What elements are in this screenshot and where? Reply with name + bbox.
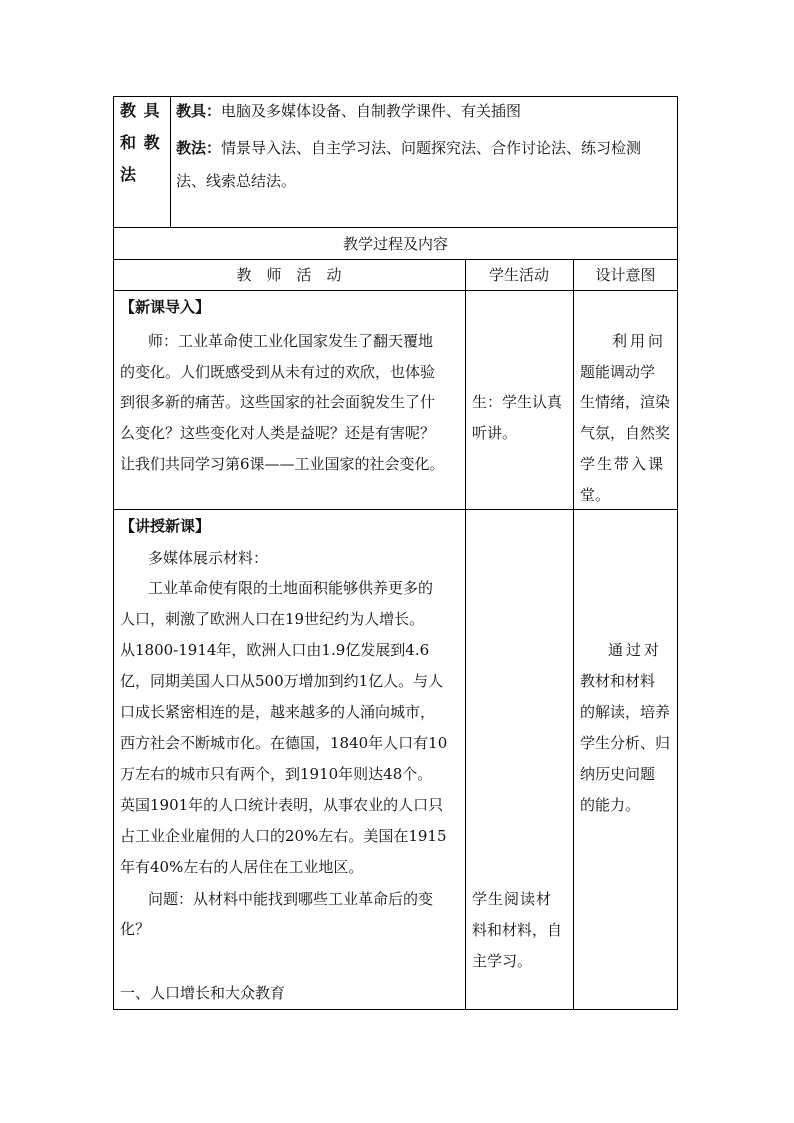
text-line: 从1800-1914年，欧洲人口由1.9亿发展到4.6 [120,641,430,659]
text-line: 西方社会不断城市化。在德国，1840年人口有10 [120,734,448,752]
text-line: 人口，刺激了欧洲人口在19世纪约为人增长。 [120,610,425,628]
section-heading: 【新课导入】 [120,298,211,316]
text-line: 通过对 [608,641,663,659]
text-line: 年有40%左右的人居住在工业地区。 [120,858,364,876]
header-design: 设计意图 [595,266,656,284]
methods-text-1: 情景导入法、自主学习法、问题探究法、合作讨论法、练习检测 [221,139,642,157]
text-line: 料和材料，自 [472,921,563,939]
text-line: 学生带入课 [580,455,666,473]
text-line: 堂。 [580,486,611,504]
text-line: 问题：从材料中能找到哪些工业革命后的变 [148,890,434,908]
text-line: 生：学生认真 [472,393,563,411]
text-line: 生情绪，渲染 [580,393,671,411]
text-line: 学生分析、归 [580,734,671,752]
label-line: 和 教 [120,133,161,152]
text-line: 多媒体展示材料： [148,549,269,567]
tools-line [176,101,521,121]
text-line: 一、人口增长和大众教育 [120,984,286,1002]
tools-text: 电脑及多媒体设备、自制教学课件、有关插图 [221,102,522,120]
text-line: 的变化。人们既感受到从未有过的欢欣，也体验 [120,363,436,381]
text-line: 化？ [120,920,151,938]
process-title: 教学过程及内容 [342,235,448,253]
text-line: 么变化？这些变化对人类是益呢？还是有害呢？ [120,424,436,442]
text-line: 听讲。 [472,424,518,442]
text-line: 让我们共同学习第6课——工业国家的社会变化。 [120,455,445,473]
text-line: 万左右的城市只有两个，到1910年则达48个。 [120,765,433,783]
text-line: 学生阅读材 [472,890,553,908]
text-line: 题能调动学 [580,363,656,381]
col-divider [573,259,574,1010]
header-teacher: 教 师 活 动 [236,266,342,284]
text-line: 利用问 [612,332,667,350]
row-divider [114,290,677,291]
text-line: 教材和材料 [580,672,656,690]
text-line: 口成长紧密相连的是，越来越多的人涌向城市， [120,703,436,721]
text-line: 的解读，培养 [580,703,671,721]
section-heading: 【讲授新课】 [120,517,211,535]
tools-label: 教具： [176,102,222,120]
row-divider [114,259,677,260]
row-divider [114,227,677,228]
text-line: 到很多新的痛苦。这些国家的社会面貌发生了什 [120,393,436,411]
text-line: 英国1901年的人口统计表明，从事农业的人口只 [120,796,444,814]
text-line: 气氛，自然奖 [580,424,671,442]
text-line: 师：工业革命使工业化国家发生了翻天覆地 [148,332,434,350]
methods-text-2: 法、线索总结法。 [176,172,297,190]
methods-line [176,138,641,158]
text-line: 亿，同期美国人口从500万增加到约1亿人。与人 [120,672,444,690]
text-line: 工业革命使有限的土地面积能够供养更多的 [148,579,434,597]
text-line: 占工业企业雇佣的人口的20%左右。美国在1915 [120,827,447,845]
row-divider [114,509,677,510]
methods-label: 教法： [176,139,222,157]
header-student: 学生活动 [488,266,549,284]
text-line: 主学习。 [472,952,533,970]
text-line: 的能力。 [580,796,641,814]
col-divider [465,259,466,1010]
label-line: 教 具 [120,101,161,120]
col-divider [170,97,171,227]
text-line: 纳历史问题 [580,765,656,783]
label-line: 法 [120,165,137,184]
